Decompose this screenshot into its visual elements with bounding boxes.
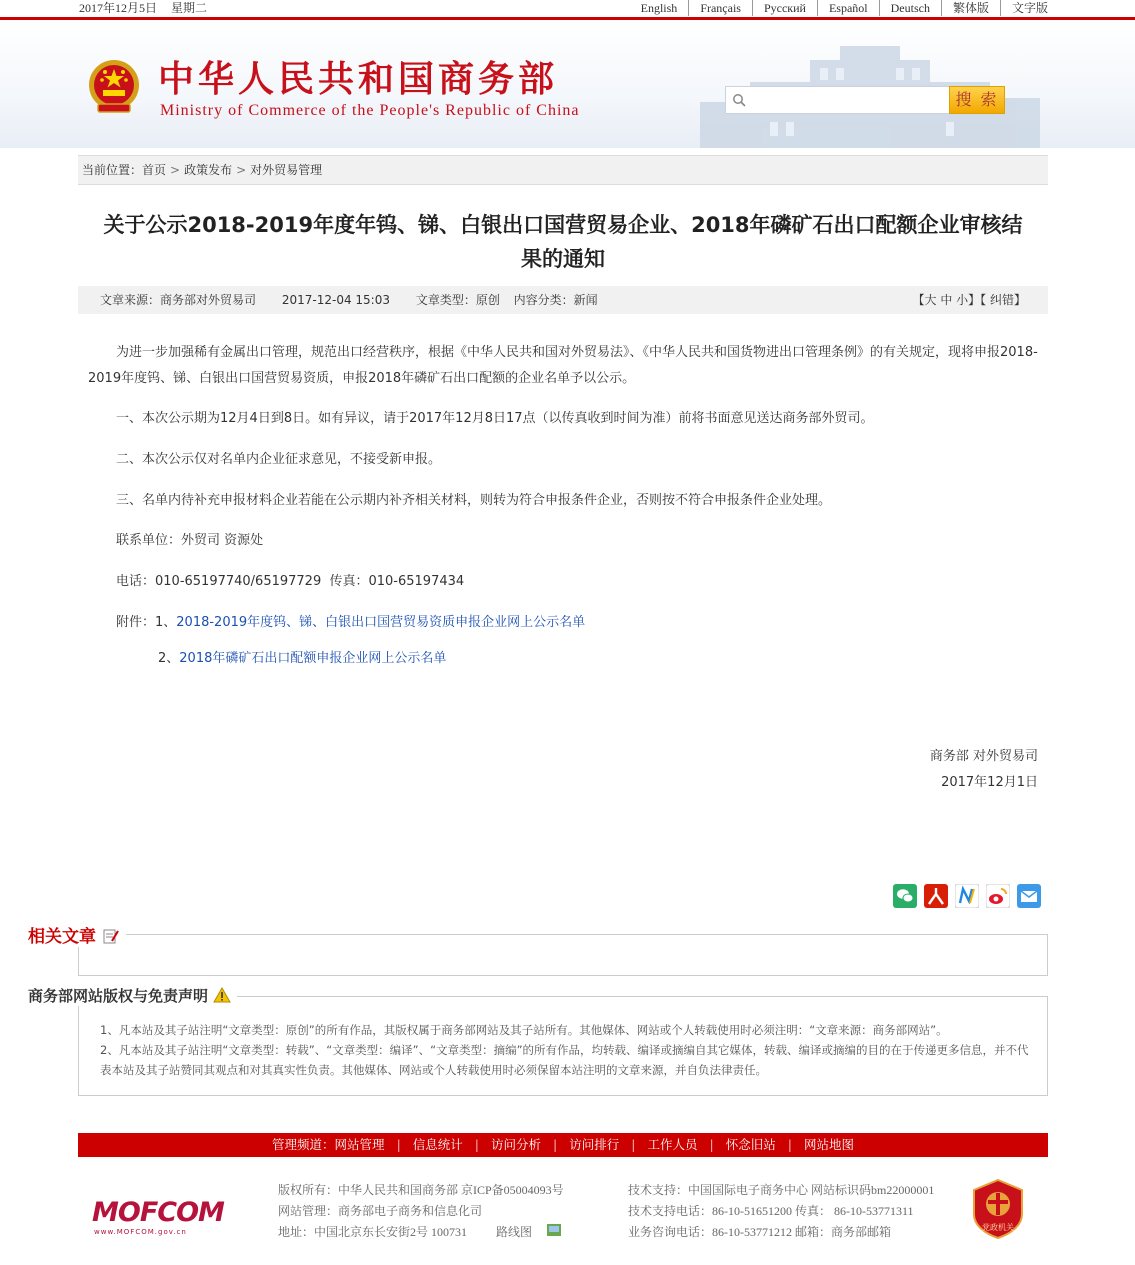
footer-link-site-admin[interactable]: 网站管理 [334,1137,385,1152]
breadcrumb: 当前位置：首页 > 政策发布 > 对外贸易管理 [78,155,1048,185]
footer-info-right: 技术支持：中国国际电子商务中心 网站标识码bm22000001 技术支持电话：86-10-51651200 传真： 86-10-53771311 业务咨询电话：86-10-53771212 邮箱：商务部邮箱 [628,1183,935,1239]
footer-link-sitemap[interactable]: 网站地图 [803,1137,854,1152]
netease-share-icon[interactable] [955,884,979,908]
signature-org: 商务部 对外贸易司 [929,749,1038,764]
map-icon[interactable] [547,1224,561,1236]
breadcrumb-policy[interactable]: 政策发布 [184,163,233,177]
route-map-link[interactable]: 路线图 [496,1225,533,1239]
email-share-icon[interactable] [1017,884,1041,908]
language-links [630,0,1048,16]
article-item-1: 一、本次公示期为12月4日到8日。如有异议，请于2017年12月8日17点（以传真收到时间为准）前将书面意见送达商务部外贸司。 [116,411,874,426]
article-item-2: 二、本次公示仅对名单内企业征求意见，不接受新申报。 [116,452,442,467]
disclaimer-text: 1、凡本站及其子站注明“文章类型：原创”的所有作品，其版权属于商务部网站及其子站所有。其他媒体、网站或个人转载使用时必须注明：“文章来源：商务部网站”。 2、凡本站及其子站注明“文章类型：转载”、“文章类型：编译”、“文章类型：摘编”的所有作品，均转载、编译或摘编自其它媒体，转载、编译或摘编的目的在于传递更多信息，并不代表本站及其子站赞同其观点和对其真实性负责。其他媒体、网站或个人转载使用时必须保留本站注明的文章来源，并自负法律责任。 [100,1023,1029,1077]
article-item-3: 三、名单内待补充申报材料企业若能在公示期内补齐相关材料，则转为符合申报条件企业，否则按不符合申报条件企业处理。 [116,493,832,508]
footer-link-stats[interactable]: 信息统计 [412,1137,463,1152]
attachment-2: 2、2018年磷矿石出口配额申报企业网上公示名单 [158,651,447,666]
site-header [0,20,1135,148]
article-intro: 为进一步加强稀有金属出口管理，规范出口经营秩序，根据《中华人民共和国对外贸易法》、《中华人民共和国货物进出口管理条例》的有关规定，现将申报2018-2019年度钨、锑、白银出口国营贸易资质，申报2018年磷矿石出口配额的企业名单予以公示。 [88,345,1038,386]
signature-date: 2017年12月1日 [941,775,1038,790]
article-category: 内容分类：新闻 [513,293,598,307]
footer-nav: 管理频道：网站管理 | 信息统计 | 访问分析 | 访问排行 | 工作人员 | 怀念旧站 | 网站地图 [78,1133,1048,1157]
lang-french[interactable]: Français [688,0,752,16]
disclaimer-title: 商务部网站版权与免责声明 [22,985,237,1006]
breadcrumb-home[interactable]: 首页 [142,163,167,177]
attachment-link-2[interactable]: 2018年磷矿石出口配额申报企业网上公示名单 [179,651,447,666]
related-articles-box [78,934,1048,976]
people-daily-share-icon[interactable] [924,884,948,908]
footer-info-left: 版权所有：中华人民共和国商务部 京ICP备05004093号 网站管理：商务部电子商务和信息化司 地址：中国北京东长安街2号 100731 路线图 [278,1183,564,1239]
national-emblem-icon [86,58,142,116]
weibo-share-icon[interactable] [986,884,1010,908]
article-meta [78,286,1048,314]
lang-text-version[interactable]: 文字版 [1000,0,1048,16]
search-icon [732,93,746,107]
font-size-controls[interactable]: 【大 中 小】【 纠错】 [912,293,1026,307]
lang-english[interactable]: English [640,1,678,15]
mofcom-logo[interactable]: MOFCOM www.MOFCOM.gov.cn [92,1197,224,1236]
site-title-cn: 中华人民共和国商务部 [158,59,559,100]
contact-unit: 联系单位：外贸司 资源处 [116,533,264,548]
lang-traditional[interactable]: 繁体版 [941,0,1000,16]
attachment-link-1[interactable]: 2018-2019年度钨、锑、白银出口国营贸易资质申报企业网上公示名单 [176,615,586,630]
search-box [725,86,1005,114]
footer-link-old-site[interactable]: 怀念旧站 [725,1137,776,1152]
party-government-badge-icon[interactable] [970,1178,1026,1240]
search-input[interactable] [748,89,968,111]
related-articles-title: 相关文章 [22,922,126,947]
site-title-en: Ministry of Commerce of the People's Republic of China [160,102,580,119]
signature [930,744,1038,796]
share-bar [893,884,1041,908]
article-body [88,340,1038,666]
current-date: 2017年12月5日 星期二 [79,1,208,15]
footer-link-ranking[interactable]: 访问排行 [569,1137,620,1152]
breadcrumb-foreign-trade[interactable]: 对外贸易管理 [250,163,323,177]
svg-text:党政机关: 党政机关 [982,1223,1014,1232]
lang-german[interactable]: Deutsch [879,0,941,16]
page-title: 关于公示2018-2019年度年钨、锑、白银出口国营贸易企业、2018年磷矿石出口配额企业审核结 果的通知 [103,213,1023,271]
warning-icon [213,987,231,1003]
article-date: 2017-12-04 15:03 [281,293,390,307]
site-footer [0,1160,1135,1260]
contact-phone: 电话：010-65197740/65197729 传真：010-65197434 [116,574,465,589]
footer-link-staff[interactable]: 工作人员 [647,1137,698,1152]
note-icon [102,927,120,945]
wechat-share-icon[interactable] [893,884,917,908]
top-bar [0,0,1135,18]
lang-russian[interactable]: Русский [752,0,817,16]
article-type: 文章类型：原创 [415,293,500,307]
footer-link-analysis[interactable]: 访问分析 [491,1137,542,1152]
search-button[interactable]: 搜 索 [949,86,1005,114]
attachment-1: 附件：1、2018-2019年度钨、锑、白银出口国营贸易资质申报企业网上公示名单 [116,615,586,630]
lang-spanish[interactable]: Español [817,0,879,16]
article-source: 文章来源：商务部对外贸易司 [100,293,257,307]
